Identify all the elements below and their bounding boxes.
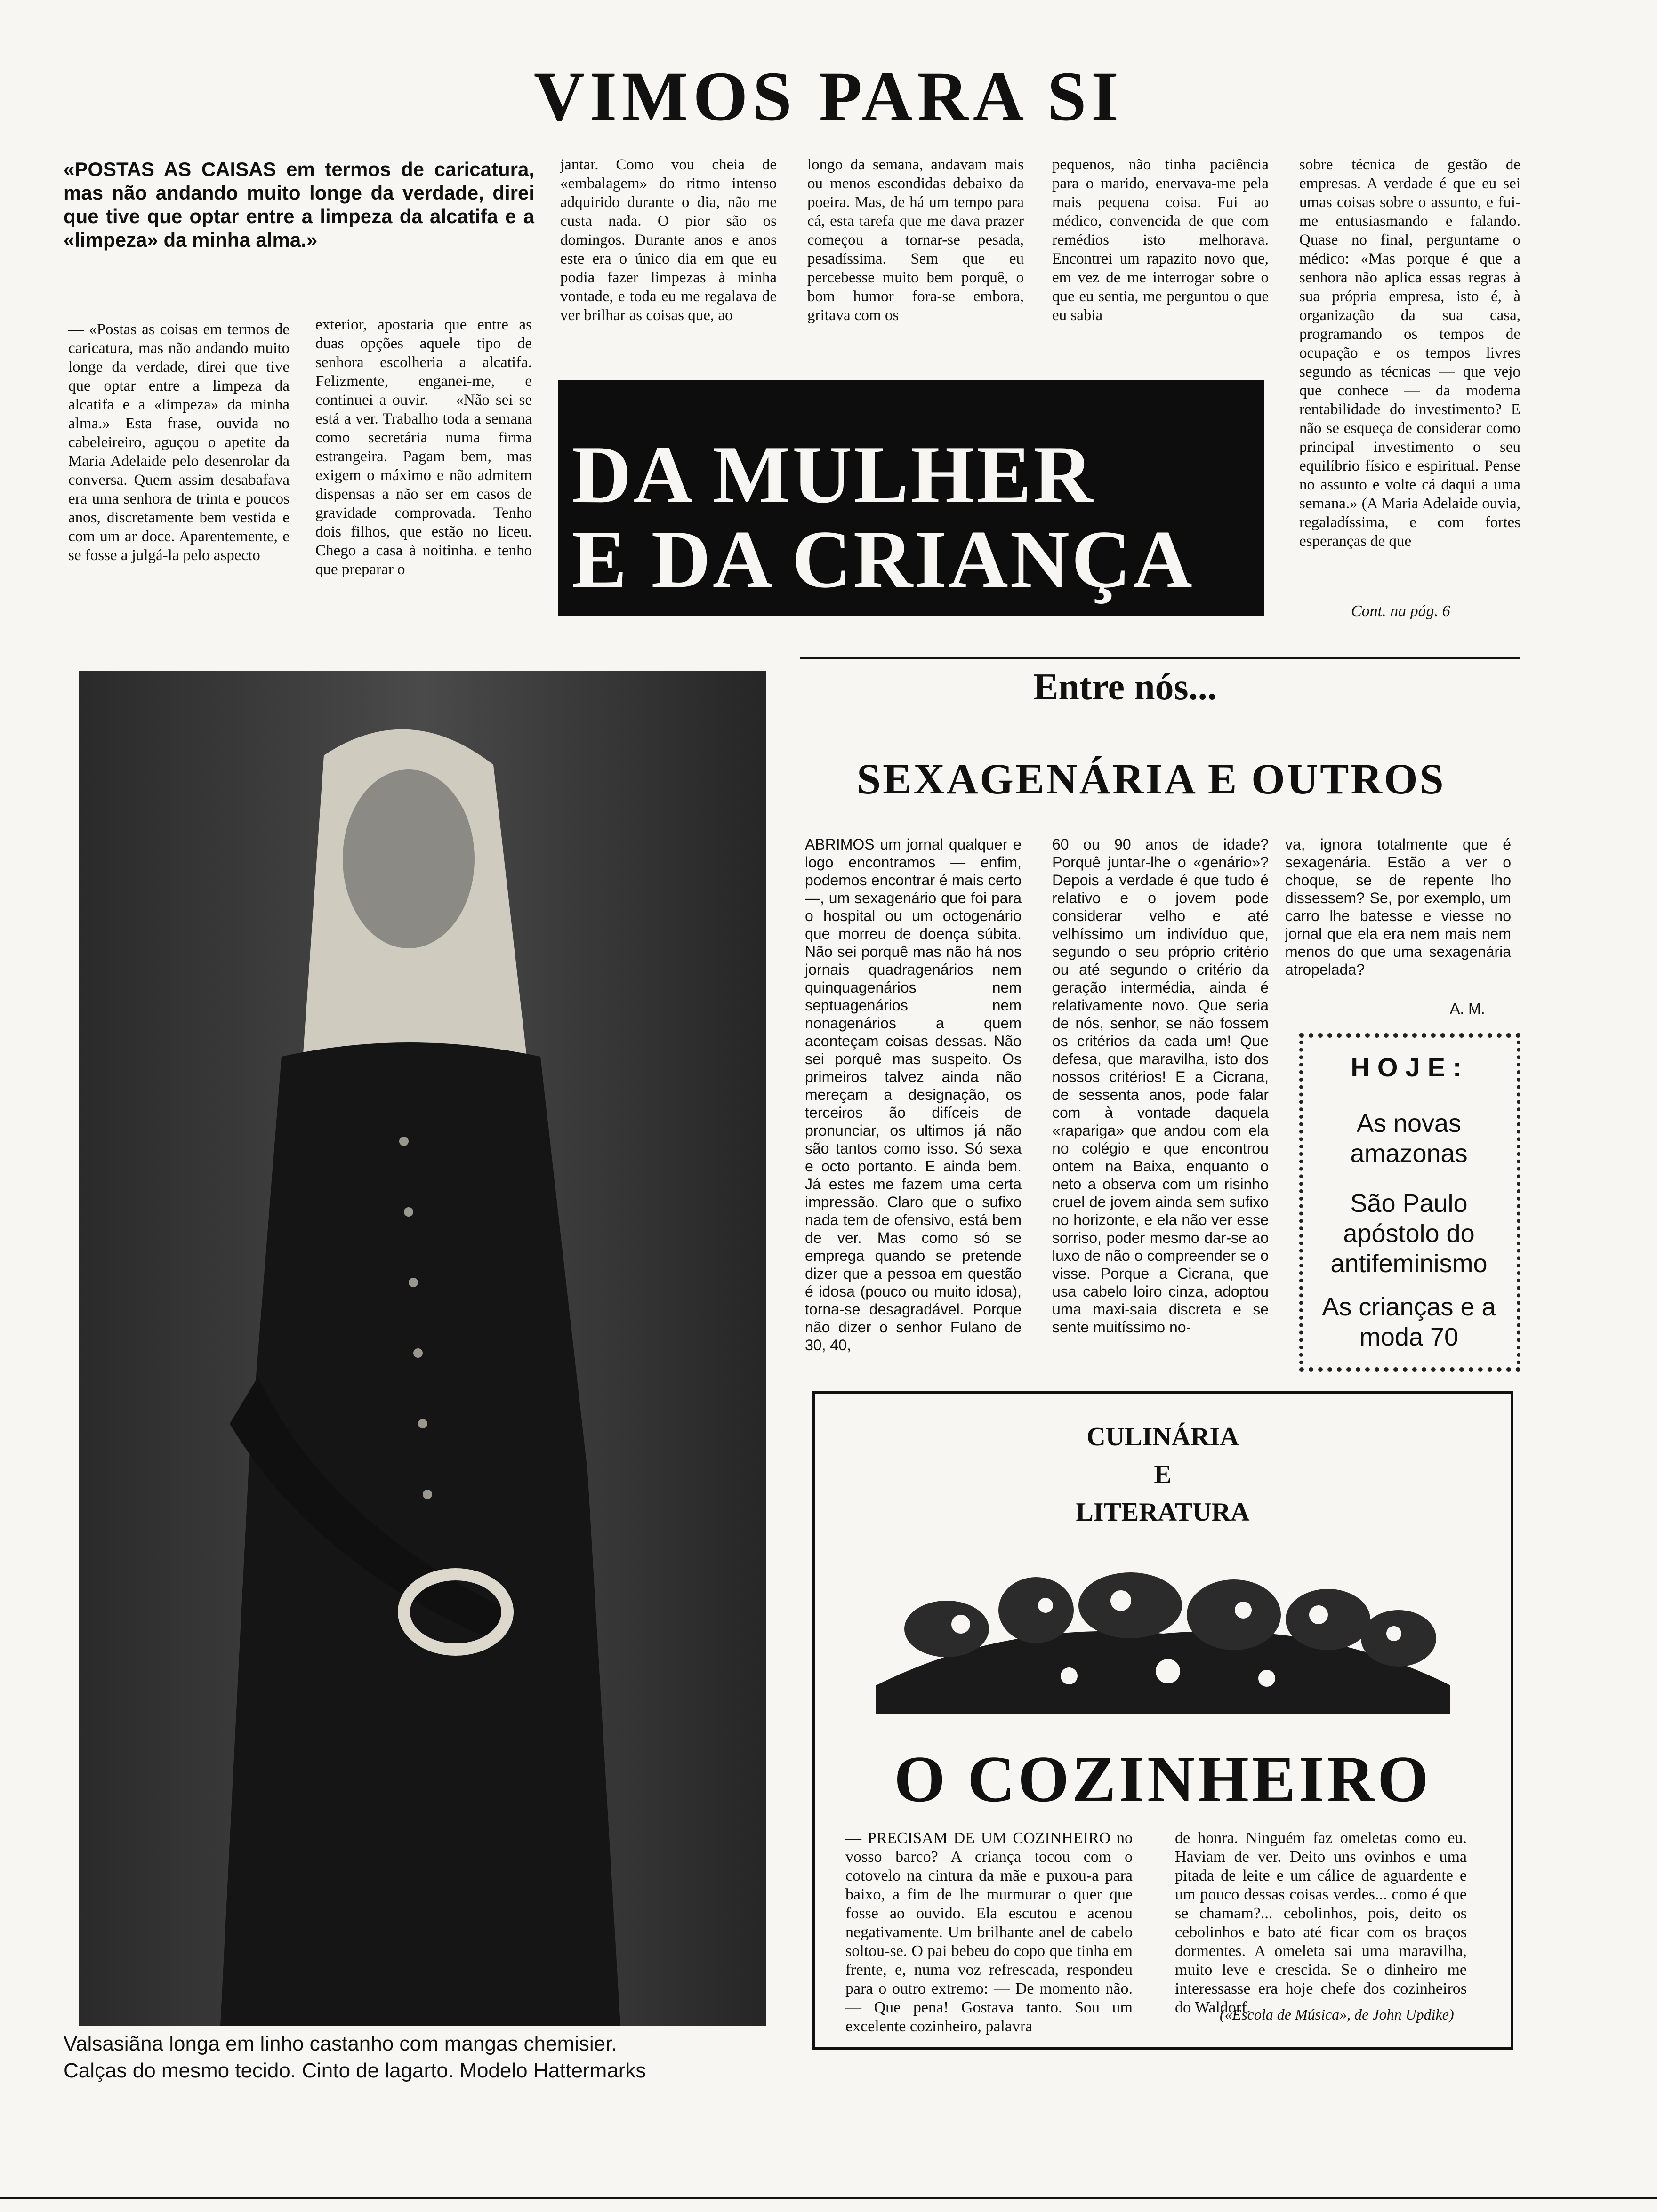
article-title-cozinheiro: O COZINHEIRO: [894, 1743, 1432, 1816]
cozinheiro-source: («Escola de Música», de John Updike): [1220, 2006, 1454, 2023]
food-illustration-icon: [867, 1563, 1460, 1718]
vimos-article-col3: jantar. Como vou cheia de «embalagem» do ritmo intenso adquirido durante o dia, não me custa nada. O pior são os domingos. Durante anos e anos este era o único dia em que eu podia fazer limpezas à minha vontade, e toda eu me regalava de ver brilhar as coisas que, ao: [560, 156, 777, 324]
cozinheiro-col1: — PRECISAM DE UM COZINHEIRO no vosso barco? A criança tocou com o cotovelo na cintura da mãe e puxou-a para baixo, a fim de lhe murmurar o quer que fosse ao ouvido. Ela escutou e acenou negativamente. Um brilhante anel de cabelo soltou-se. O pai bebeu do copo que tinha em frente, e, numa voz refrescada, respondeu para o outro extremo: — De momento não. — Que pena! Gostava tanto. Sou um excelente cozinheiro, palavra: [845, 1829, 1133, 2035]
culinaria-header-1: CULINÁRIA: [1086, 1422, 1239, 1451]
page-title: VIMOS PARA SI: [533, 57, 1124, 136]
hoje-label: HOJE:: [1351, 1052, 1469, 1082]
banner-line2: E DA CRIANÇA: [572, 513, 1194, 605]
continued-note: Cont. na pág. 6: [1351, 602, 1450, 620]
vimos-article-col4: longo da semana, andavam mais ou menos escondidas debaixo da poeira. Mas, de há um tempo para cá, esta tarefa que me dava prazer começou a tornar-se pesada, pesadíssima. Sem que eu percebesse muito bem porquê, o bom humor fora-se embora, gritava com os: [807, 156, 1024, 324]
photo-caption-line2: Calças do mesmo tecido. Cinto de lagarto. Modelo Hattermarks: [64, 2059, 646, 2082]
section-divider: [800, 657, 1520, 659]
author-signature: A. M.: [1450, 1000, 1485, 1017]
page-bottom-rule: [0, 2197, 1657, 2199]
vimos-article-col5: pequenos, não tinha paciência para o marido, enervava-me pela mais pequena coisa. Fui ao médico, convencida de que com remédios isto melhorava. Encontrei um rapazito novo que, em vez de me interrogar sobre o que eu sentia, me perguntou o que eu sabia: [1052, 156, 1269, 324]
section-banner: [558, 380, 1264, 616]
hoje-item-3[interactable]: As crianças e a moda 70: [1322, 1293, 1496, 1351]
cozinheiro-col2: de honra. Ninguém faz omeletas como eu. Haviam de ver. Deito uns ovinhos e uma pitada de leite e um cálice de aguardente e um pouco dessas coisas verdes... como é que se chamam?... cebolinhos, pois, deito os cebolinhos e bato até ficar com os braços dormentes. A omeleta sai uma maravilha, muito leve e crescida. Se o dinheiro me interessasse era hoje chefe dos cozinheiros do Waldorf.: [1175, 1829, 1467, 2016]
hoje-item-1[interactable]: As novas amazonas: [1350, 1109, 1468, 1168]
culinaria-header-2: E: [1154, 1460, 1172, 1489]
fashion-photo-illustration: [79, 671, 766, 2026]
article-title-sexagenaria: SEXAGENÁRIA E OUTROS: [857, 755, 1446, 803]
sexagenaria-col2: 60 ou 90 anos de idade? Porquê juntar-lhe o «genário»? Depois a verdade é que tudo é relativo e o jovem pode considerar velho e até velhíssimo um indivíduo que, segundo o seu próprio critério ou até segundo o critério da geração intermédia, ainda é relativamente novo. Que seria de nós, senhor, se não fossem os critérios da cada um! Que defesa, que maravilha, isto dos nossos critérios! E a Cicrana, de sessenta anos, pode falar com à vontade daquela «rapariga» que andou com ela no colégio e que encontrou ontem na Baixa, enquanto o neto a observa com um risinho cruel de jovem ainda sem sufixo no horizonte, e ela não ver esse sorriso, poder mesmo dar-se ao luxo de não o compreender se o visse. Porque a Cicrana, que usa cabelo loiro cinza, adoptou uma maxi-saia discreta e se sente muitíssimo no-: [1052, 836, 1269, 1336]
sexagenaria-col1: ABRIMOS um jornal qualquer e logo encontramos — enfim, podemos encontrar é mais certo —, um sexagenário que foi para o hospital ou um octogenário que morreu de doença súbita. Não sei porquê mas não há nos jornais quadragenários nem quinquagenários nem septuagenários nem nonagenários a quem aconteçam coisas dessas. Não sei porquê mas suspeito. Os primeiros talvez ainda não mereçam a designação, os terceiros ão difíceis de pronunciar, os ultimos já não são tantos como isso. Só sexa e octo portanto. E ainda bem. Já estes me fazem uma certa impressão. Claro que o sufixo nada tem de ofensivo, está bem de ver. Mas como só se emprega quando se pretende dizer que a pessoa em questão é idosa (pouco ou muito idosa), torna-se desagradável. Porque não dizer o senhor Fulano de 30, 40,: [805, 836, 1022, 1354]
photo-caption-line1: Valsasiãna longa em linho castanho com mangas chemisier.: [64, 2032, 617, 2055]
vimos-article-col6: sobre técnica de gestão de empresas. A verdade é que eu sei umas coisas sobre o assunto, e fui-me entusiasmando e falando. Quase no final, perguntame o médico: «Mas porque é que a senhora não aplica essas regras à sua própria empresa, isto é, à organização da sua casa, programando os tempos de ocupação e os tempos livres segundo as técnicas — que vejo que conhece — da moderna rentabilidade do investimento? E não se esqueça de considerar como principal investimento o seu equilíbrio físico e espiritual. Pense no assunto e volte cá daqui a uma semana.» (A Maria Adelaide ouvia, regaladíssima, e com fortes esperanças de que: [1299, 156, 1520, 550]
sexagenaria-col3: va, ignora totalmente que é sexagenária. Estão a ver o choque, se de repente lho dissessem? Se, por exemplo, um carro lhe batesse e viesse no jornal que ela era nem mais nem menos do que uma sexagenária atropelada?: [1285, 836, 1511, 978]
intro-quote: «POSTAS AS CAISAS em termos de caricatura, mas não andando muito longe da verdade, direi que tive que optar entre a limpeza da alcatifa e a «limpeza» da minha alma.»: [64, 158, 534, 251]
culinaria-box: [812, 1391, 1513, 2050]
hoje-item-2[interactable]: São Paulo apóstolo do antifeminismo: [1330, 1189, 1488, 1278]
entre-nos-kicker: Entre nós...: [1033, 666, 1217, 708]
hoje-box: [1299, 1033, 1520, 1372]
culinaria-header-3: LITERATURA: [1076, 1498, 1250, 1527]
banner-line1: DA MULHER: [572, 429, 1095, 520]
fashion-photo: [79, 671, 766, 2026]
vimos-article-col1: — «Postas as coisas em termos de caricatura, mas não andando muito longe da verdade, direi que tive que optar entre a limpeza da alcatifa e a «limpeza» da minha alma.» Esta frase, ouvida no cabeleireiro, aguçou o apetite da Maria Adelaide pelo desenrolar da conversa. Quem assim desabafava era uma senhora de trinta e poucos anos, discretamente bem vestida e com um ar doce. Aparentemente, e se fosse a julgá-la pelo aspecto: [68, 321, 290, 564]
vimos-article-col2: exterior, apostaria que entre as duas opções aquele tipo de senhora escolheria a alcatifa. Felizmente, enganei-me, e continuei a ouvir. — «Não sei se está a ver. Trabalho toda a semana como secretária numa firma estrangeira. Pagam bem, mas exigem o máximo e não admitem dispensas a não ser em casos de gravidade comprovada. Tenho dois filhos, que estão no liceu. Chego a casa à noitinha. e tenho que preparar o: [315, 316, 532, 578]
